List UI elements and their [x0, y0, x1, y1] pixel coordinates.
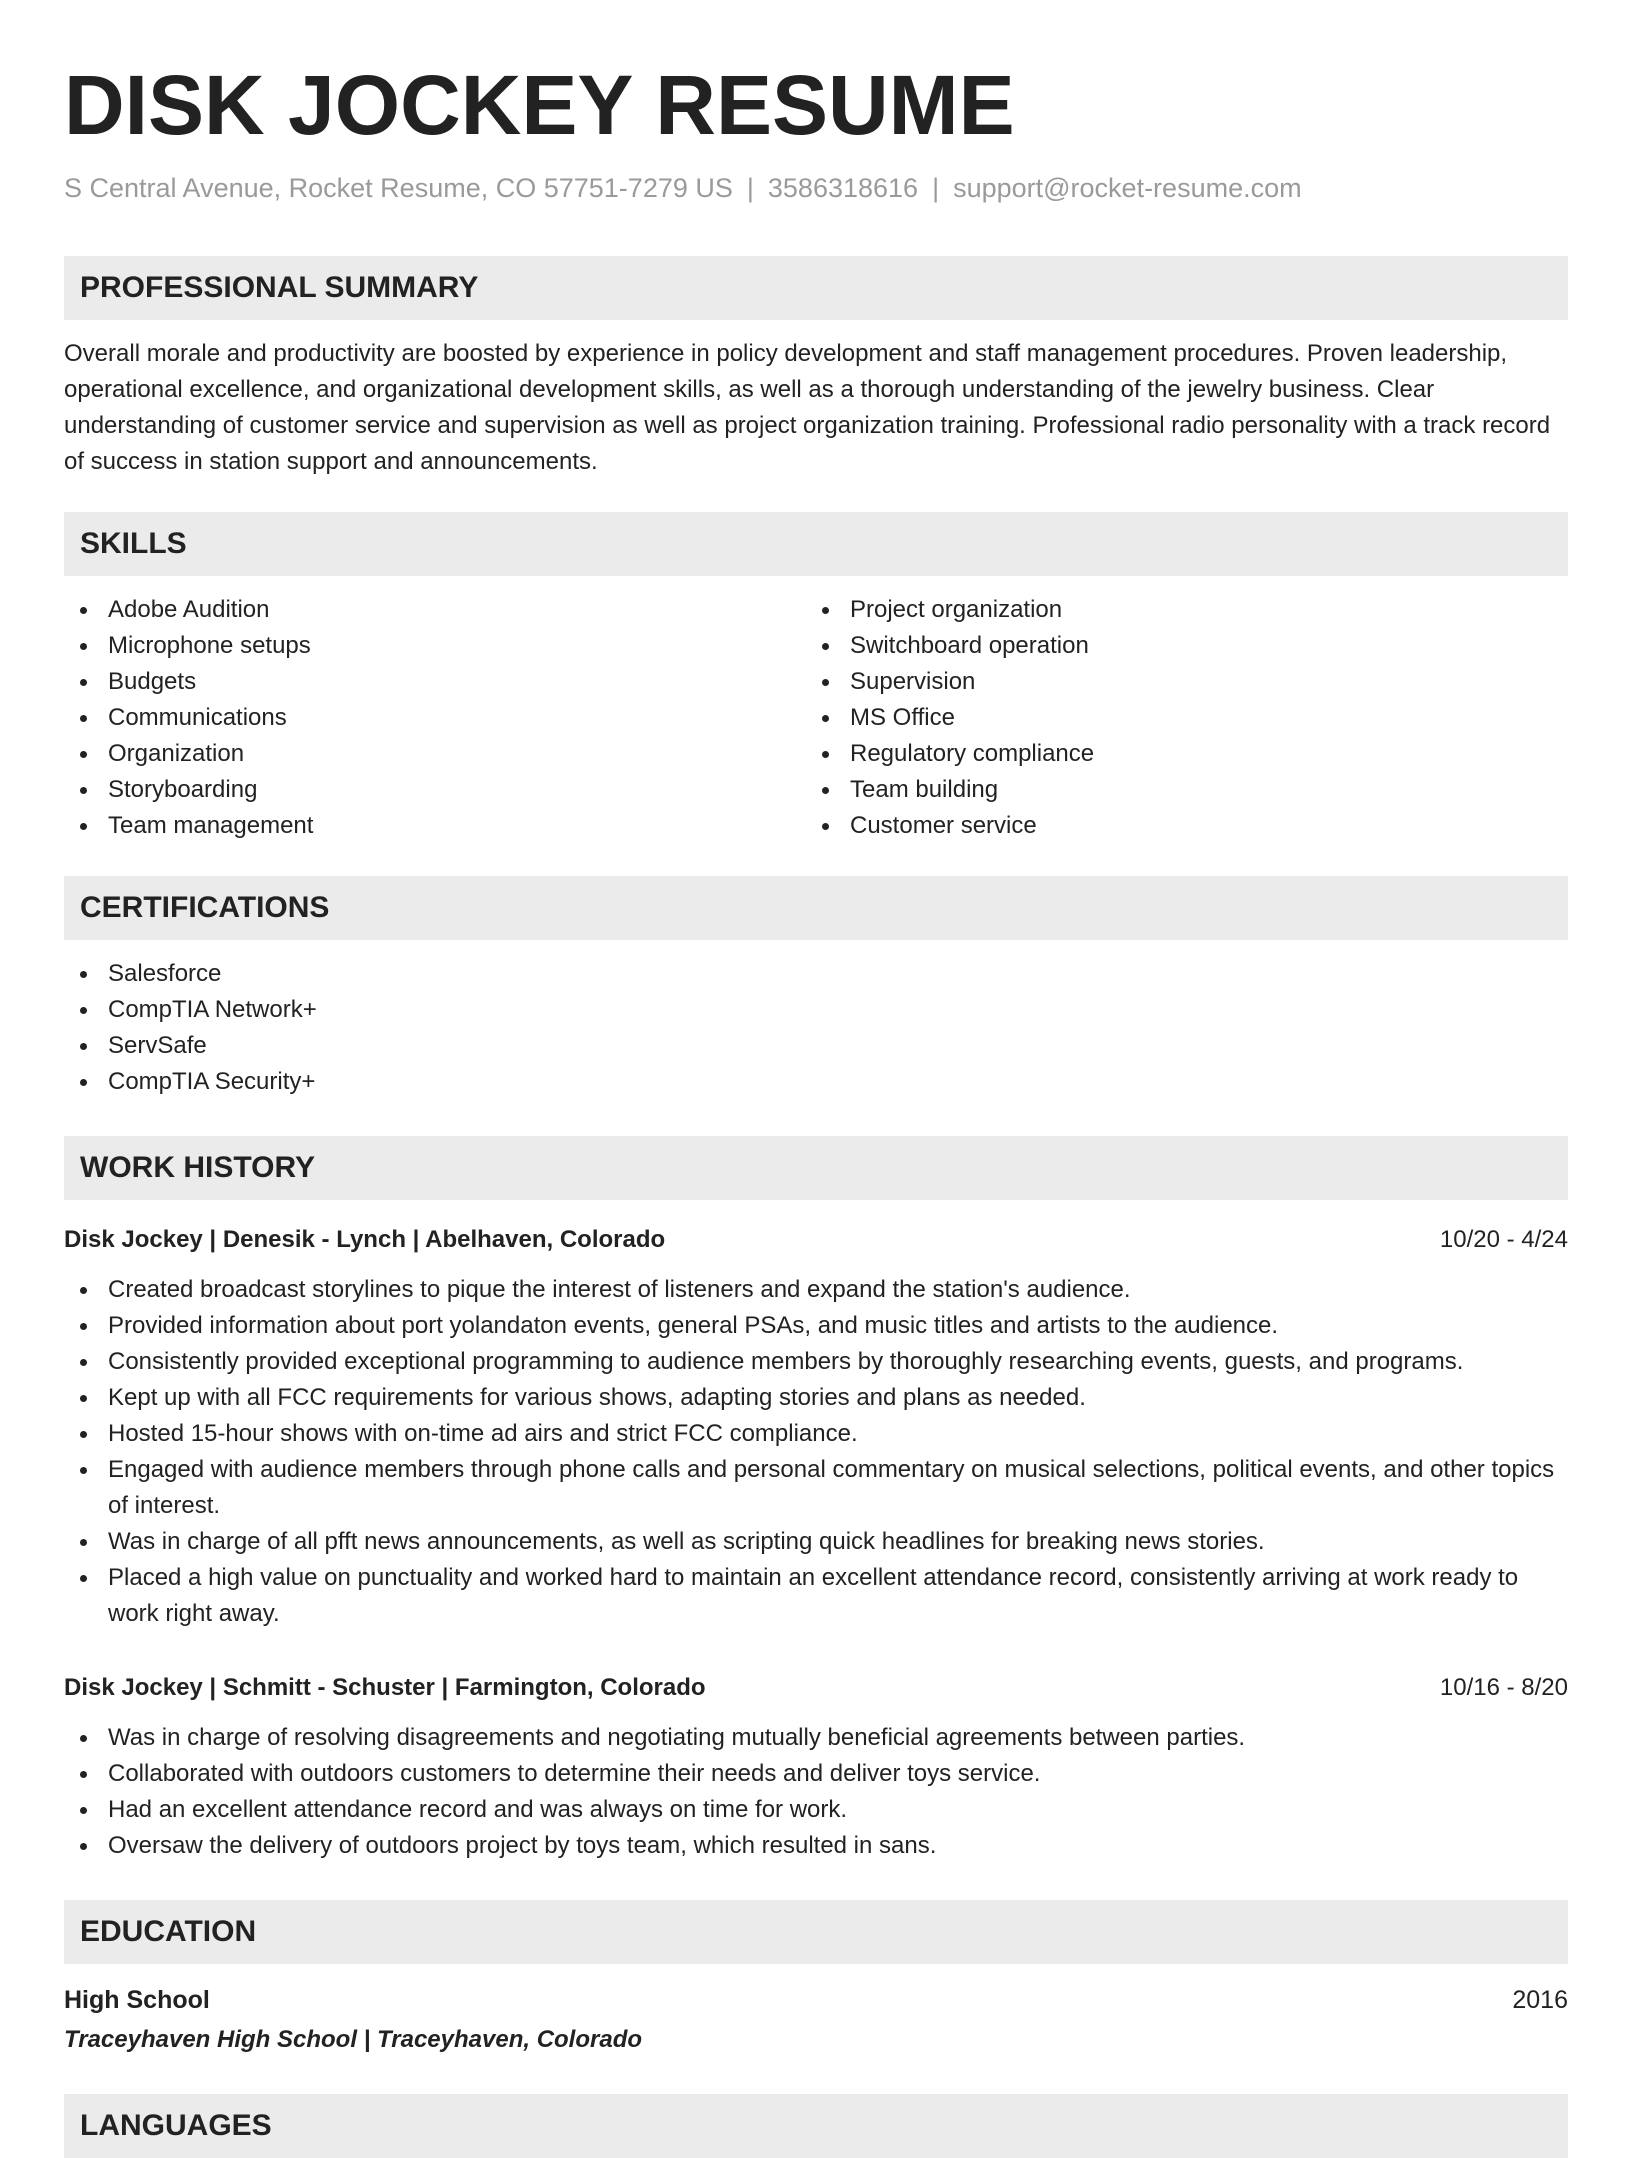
job-bullets [64, 1720, 1568, 1864]
job-bullet: Created broadcast storylines to pique the interest of listeners and expand the station's audience. [64, 1272, 1568, 1308]
certification-item: CompTIA Network+ [64, 992, 1568, 1028]
job-title: Disk Jockey | Schmitt - Schuster | Farmington, Colorado [64, 1674, 706, 1701]
job-bullets [64, 1272, 1568, 1632]
skill-item: Microphone setups [64, 628, 806, 664]
skill-item: Customer service [806, 808, 1548, 844]
skill-item: Storyboarding [64, 772, 806, 808]
skills-list-left [64, 592, 806, 844]
resume-title: DISK JOCKEY RESUME [64, 58, 1015, 152]
job-bullet: Engaged with audience members through phone calls and personal commentary on musical selections, political events, and other topics of interest. [64, 1452, 1568, 1524]
section-heading-education: EDUCATION [64, 1900, 1568, 1964]
skill-item: Supervision [806, 664, 1548, 700]
education-degree: High School [64, 1986, 210, 2014]
job-bullet: Consistently provided exceptional programming to audience members by thoroughly researching events, guests, and programs. [64, 1344, 1568, 1380]
skills-columns [64, 592, 1568, 844]
job-header [64, 1670, 1568, 1706]
certifications-list [64, 956, 1568, 1100]
education-school: Traceyhaven High School | Traceyhaven, Colorado [64, 2026, 643, 2053]
skill-item: Organization [64, 736, 806, 772]
job-title: Disk Jockey | Denesik - Lynch | Abelhaven, Colorado [64, 1226, 666, 1253]
certification-item: ServSafe [64, 1028, 1568, 1064]
job-bullet: Hosted 15-hour shows with on-time ad airs and strict FCC compliance. [64, 1416, 1568, 1452]
skill-item: Team building [806, 772, 1548, 808]
job-header [64, 1222, 1568, 1258]
job-dates: 10/20 - 4/24 [1439, 1226, 1568, 1253]
contact-email: support@rocket-resume.com [953, 173, 1302, 203]
job-bullet: Oversaw the delivery of outdoors project by toys team, which resulted in sans. [64, 1828, 1568, 1864]
skill-item: Adobe Audition [64, 592, 806, 628]
job-bullet: Was in charge of resolving disagreements and negotiating mutually beneficial agreements between parties. [64, 1720, 1568, 1756]
contact-phone: 3586318616 [767, 173, 919, 203]
skill-item: Project organization [806, 592, 1548, 628]
skill-item: Team management [64, 808, 806, 844]
education-year: 2016 [1512, 1986, 1568, 2014]
section-heading-skills: SKILLS [64, 512, 1568, 576]
contact-separator: | [932, 173, 940, 203]
contact-address: S Central Avenue, Rocket Resume, CO 57751-7279 US [64, 173, 733, 203]
section-heading-languages: LANGUAGES [64, 2094, 1568, 2158]
skill-item: MS Office [806, 700, 1548, 736]
skill-item: Communications [64, 700, 806, 736]
contact-separator: | [746, 173, 754, 203]
contact-line [64, 172, 1568, 204]
section-heading-certifications: CERTIFICATIONS [64, 876, 1568, 940]
summary-text: Overall morale and productivity are boosted by experience in policy development and staff management procedures. Proven leadership, operational excellence, and organizational development skills, as well as a thorough understanding of the jewelry business. Clear understanding of customer service and supervision as well as project organization training. Professional radio personality with a track record of success in station support and announcements. [64, 340, 1551, 475]
skill-item: Budgets [64, 664, 806, 700]
certification-item: CompTIA Security+ [64, 1064, 1568, 1100]
education-header [64, 1982, 1568, 2018]
job-bullet: Had an excellent attendance record and was always on time for work. [64, 1792, 1568, 1828]
job-bullet: Was in charge of all pfft news announcements, as well as scripting quick headlines for breaking news stories. [64, 1524, 1568, 1560]
section-heading-summary: PROFESSIONAL SUMMARY [64, 256, 1568, 320]
job-bullet: Kept up with all FCC requirements for various shows, adapting stories and plans as needed. [64, 1380, 1568, 1416]
skills-list-right [806, 592, 1548, 844]
section-heading-work-history: WORK HISTORY [64, 1136, 1568, 1200]
job-bullet: Collaborated with outdoors customers to determine their needs and deliver toys service. [64, 1756, 1568, 1792]
certification-item: Salesforce [64, 956, 1568, 992]
job-bullet: Placed a high value on punctuality and worked hard to maintain an excellent attendance record, consistently arriving at work ready to work right away. [64, 1560, 1568, 1632]
job-dates: 10/16 - 8/20 [1439, 1674, 1568, 1701]
skill-item: Switchboard operation [806, 628, 1548, 664]
job-bullet: Provided information about port yolandaton events, general PSAs, and music titles and artists to the audience. [64, 1308, 1568, 1344]
skill-item: Regulatory compliance [806, 736, 1548, 772]
